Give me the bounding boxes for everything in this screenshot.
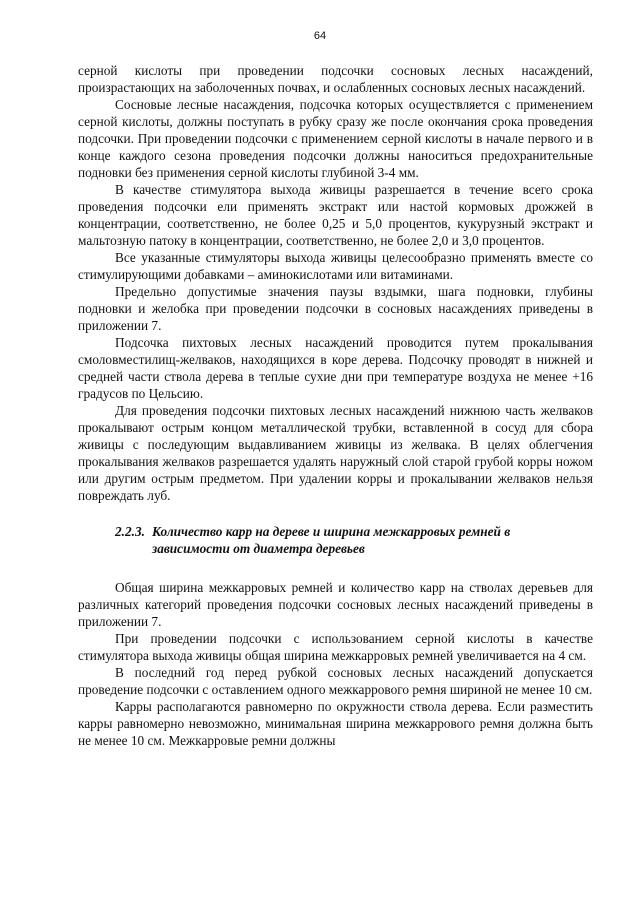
paragraph: В последний год перед рубкой сосновых лесных насаждений допускается проведение подсочки с оставлением одного межкаррового ремня шириной не менее 10 см. (78, 665, 593, 697)
paragraph: Предельно допустимые значения паузы вздымки, шага подновки, глубины подновки и желобка при проведении подсочки в сосновых насаждениях приведены в приложении 7. (78, 284, 593, 333)
paragraph: Карры располагаются равномерно по окружности ствола дерева. Если разместить карры равномерно невозможно, минимальная ширина межкаррового ремня должна быть не менее 10 см. Межкарровые ремни должны (78, 699, 593, 748)
paragraph: Сосновые лесные насаждения, подсочка которых осуществляется с применением серной кислоты, должны поступать в рубку сразу же после окончания срока проведения подсочки. При проведении подсочки с применением серной кислоты в начале первого и в конце каждого сезона проведения подсочки должны наноситься предохранительные подновки без применения серной кислоты глубиной 3-4 мм. (78, 97, 593, 180)
document-body (78, 62, 593, 749)
paragraph: Подсочка пихтовых лесных насаждений проводится путем прокалывания смоловместилищ-желваков, находящихся в коре дерева. Подсочку проводят в нижней и средней части ствола дерева в теплые сухие дни при температуре воздуха не менее +16 градусов по Цельсию. (78, 335, 593, 401)
paragraph: серной кислоты при проведении подсочки сосновых лесных насаждений, произрастающих на заболоченных почвах, и ослабленных сосновых лесных насаждений. (78, 63, 593, 95)
paragraph: Все указанные стимуляторы выхода живицы целесообразно применять вместе со стимулирующими добавками – аминокислотами или витаминами. (78, 250, 593, 282)
section-number: 2.2.3. (115, 524, 145, 539)
paragraph: В качестве стимулятора выхода живицы разрешается в течение всего срока проведения подсочки ели применять экстракт или настой кормовых дрожжей в концентрации, соответственно, не более 0,25 и 5,0 процентов, кукурузный экстракт и мальтозную патоку в концентрации, соответственно, не более 2,0 и 3,0 процентов. (78, 182, 593, 248)
paragraph: Для проведения подсочки пихтовых лесных насаждений нижнюю часть желваков прокалывают острым концом металлической трубки, вставленной в сосуд для сбора живицы с последующим выдавливанием живицы из желвака. В целях облегчения прокалывания желваков разрешается удалять наружный слой старой грубой корры ножом или другим острым предметом. При удалении корры и прокалывании желваков нельзя повреждать луб. (78, 403, 593, 503)
paragraph: Общая ширина межкарровых ремней и количество карр на стволах деревьев для различных категорий проведения подсочки сосновых лесных насаждений приведены в приложении 7. (78, 580, 593, 629)
section-title-line2: зависимости от диаметра деревьев (152, 541, 365, 556)
section-title-line1: Количество карр на дереве и ширина межкарровых ремней в (152, 524, 511, 539)
section-heading (78, 523, 593, 557)
paragraph: При проведении подсочки с использованием серной кислоты в качестве стимулятора выхода живицы общая ширина межкарровых ремней увеличивается на 4 см. (78, 631, 593, 663)
page-number: 64 (313, 30, 327, 42)
